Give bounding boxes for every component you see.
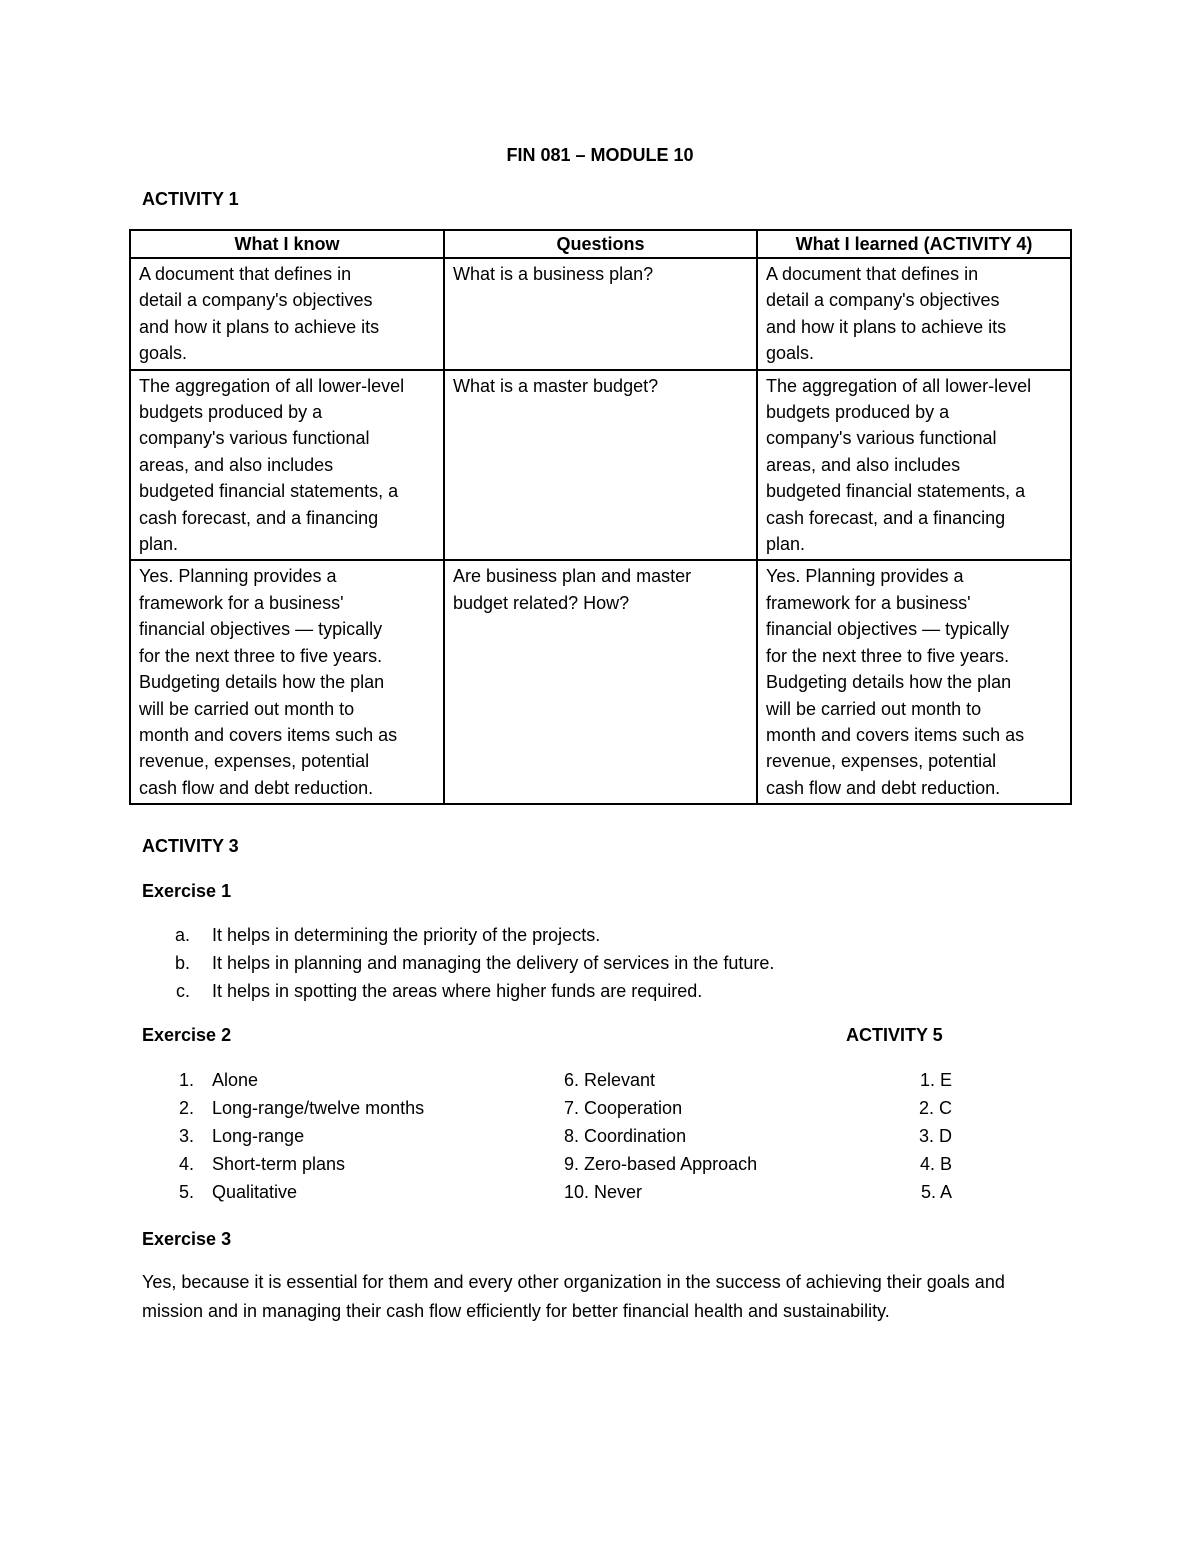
document-title: FIN 081 – MODULE 10 bbox=[506, 145, 694, 165]
list-item bbox=[142, 949, 1042, 977]
column-header-what-i-learned: What I learned (ACTIVITY 4) bbox=[757, 230, 1071, 258]
list-item bbox=[880, 1122, 952, 1150]
list-item-text: 2. C bbox=[918, 1098, 952, 1118]
table-cell: A document that defines in detail a company's objectives and how it plans to achieve its goals. bbox=[757, 258, 1071, 370]
exercise2-middle-list bbox=[564, 1066, 844, 1206]
list-marker: 5. bbox=[178, 1182, 194, 1202]
list-item-text: It helps in planning and managing the delivery of services in the future. bbox=[212, 953, 775, 973]
table-cell: Yes. Planning provides a framework for a business' financial objectives — typically for the next three to five years. Budgeting details how the plan will be carried out month to month and covers items such as revenue, expenses, potential cash flow and debt reduction. bbox=[757, 560, 1071, 804]
list-item-text: 7. Cooperation bbox=[564, 1098, 683, 1118]
list-marker: 4. bbox=[178, 1154, 194, 1174]
list-item bbox=[142, 1122, 542, 1150]
list-item bbox=[564, 1150, 844, 1178]
list-item bbox=[564, 1122, 844, 1150]
kwl-header-row bbox=[130, 230, 1071, 258]
activity5-heading: ACTIVITY 5 bbox=[846, 1025, 943, 1045]
list-marker: b. bbox=[174, 953, 190, 973]
column-header-questions: Questions bbox=[444, 230, 757, 258]
list-item bbox=[142, 1150, 542, 1178]
list-item-text: 9. Zero-based Approach bbox=[564, 1154, 758, 1174]
list-item bbox=[142, 1094, 542, 1122]
table-cell: The aggregation of all lower-level budgets produced by a company's various functional areas, and also includes budgeted financial statements, a cash forecast, and a financing plan. bbox=[757, 370, 1071, 561]
list-item bbox=[142, 921, 1042, 949]
table-cell: The aggregation of all lower-level budgets produced by a company's various functional areas, and also includes budgeted financial statements, a cash forecast, and a financing plan. bbox=[130, 370, 444, 561]
exercise2-heading: Exercise 2 bbox=[142, 1025, 232, 1045]
list-item bbox=[142, 977, 1042, 1005]
list-item-text: 4. B bbox=[919, 1154, 952, 1174]
list-item bbox=[564, 1178, 844, 1206]
list-item bbox=[142, 1066, 542, 1094]
list-item-text: 8. Coordination bbox=[564, 1126, 687, 1146]
exercise3-paragraph: Yes, because it is essential for them and every other organization in the success of achieving their goals and mission and in managing their cash flow efficiently for better financial health and sustainability. bbox=[142, 1272, 1005, 1321]
list-item bbox=[142, 1178, 542, 1206]
table-row bbox=[130, 370, 1071, 561]
list-item-text: Alone bbox=[212, 1070, 259, 1090]
list-item bbox=[880, 1066, 952, 1094]
list-marker: 1. bbox=[178, 1070, 194, 1090]
exercise3-heading: Exercise 3 bbox=[142, 1229, 232, 1249]
table-row bbox=[130, 560, 1071, 804]
column-header-what-i-know: What I know bbox=[130, 230, 444, 258]
list-marker: c. bbox=[175, 981, 190, 1001]
activity5-answers-list bbox=[880, 1066, 952, 1206]
exercise1-heading: Exercise 1 bbox=[142, 881, 232, 901]
list-item-text: Long-range bbox=[212, 1126, 305, 1146]
activity3-heading: ACTIVITY 3 bbox=[142, 836, 239, 856]
list-item-text: 10. Never bbox=[564, 1182, 643, 1202]
list-item-text: Short-term plans bbox=[212, 1154, 346, 1174]
list-marker: a. bbox=[174, 925, 190, 945]
table-cell: Yes. Planning provides a framework for a business' financial objectives — typically for the next three to five years. Budgeting details how the plan will be carried out month to month and covers items such as revenue, expenses, potential cash flow and debt reduction. bbox=[130, 560, 444, 804]
list-item-text: 6. Relevant bbox=[564, 1070, 656, 1090]
list-marker: 2. bbox=[178, 1098, 194, 1118]
table-cell: Are business plan and master budget related? How? bbox=[444, 560, 757, 804]
list-item-text: It helps in determining the priority of the projects. bbox=[212, 925, 601, 945]
list-item bbox=[880, 1178, 952, 1206]
exercise2-left-list bbox=[142, 1066, 542, 1206]
list-item-text: Long-range/twelve months bbox=[212, 1098, 425, 1118]
list-item bbox=[564, 1066, 844, 1094]
list-item-text: 5. A bbox=[920, 1182, 952, 1202]
table-cell: What is a master budget? bbox=[444, 370, 757, 561]
table-row bbox=[130, 258, 1071, 370]
list-item-text: 3. D bbox=[918, 1126, 952, 1146]
list-item bbox=[880, 1094, 952, 1122]
list-item bbox=[564, 1094, 844, 1122]
kwl-table bbox=[129, 229, 1072, 805]
table-cell: A document that defines in detail a company's objectives and how it plans to achieve its goals. bbox=[130, 258, 444, 370]
list-item bbox=[880, 1150, 952, 1178]
list-marker: 3. bbox=[178, 1126, 194, 1146]
list-item-text: It helps in spotting the areas where higher funds are required. bbox=[212, 981, 703, 1001]
list-item-text: 1. E bbox=[919, 1070, 952, 1090]
activity1-heading: ACTIVITY 1 bbox=[142, 189, 239, 209]
list-item-text: Qualitative bbox=[212, 1182, 298, 1202]
table-cell: What is a business plan? bbox=[444, 258, 757, 370]
exercise1-list bbox=[142, 921, 1042, 1005]
